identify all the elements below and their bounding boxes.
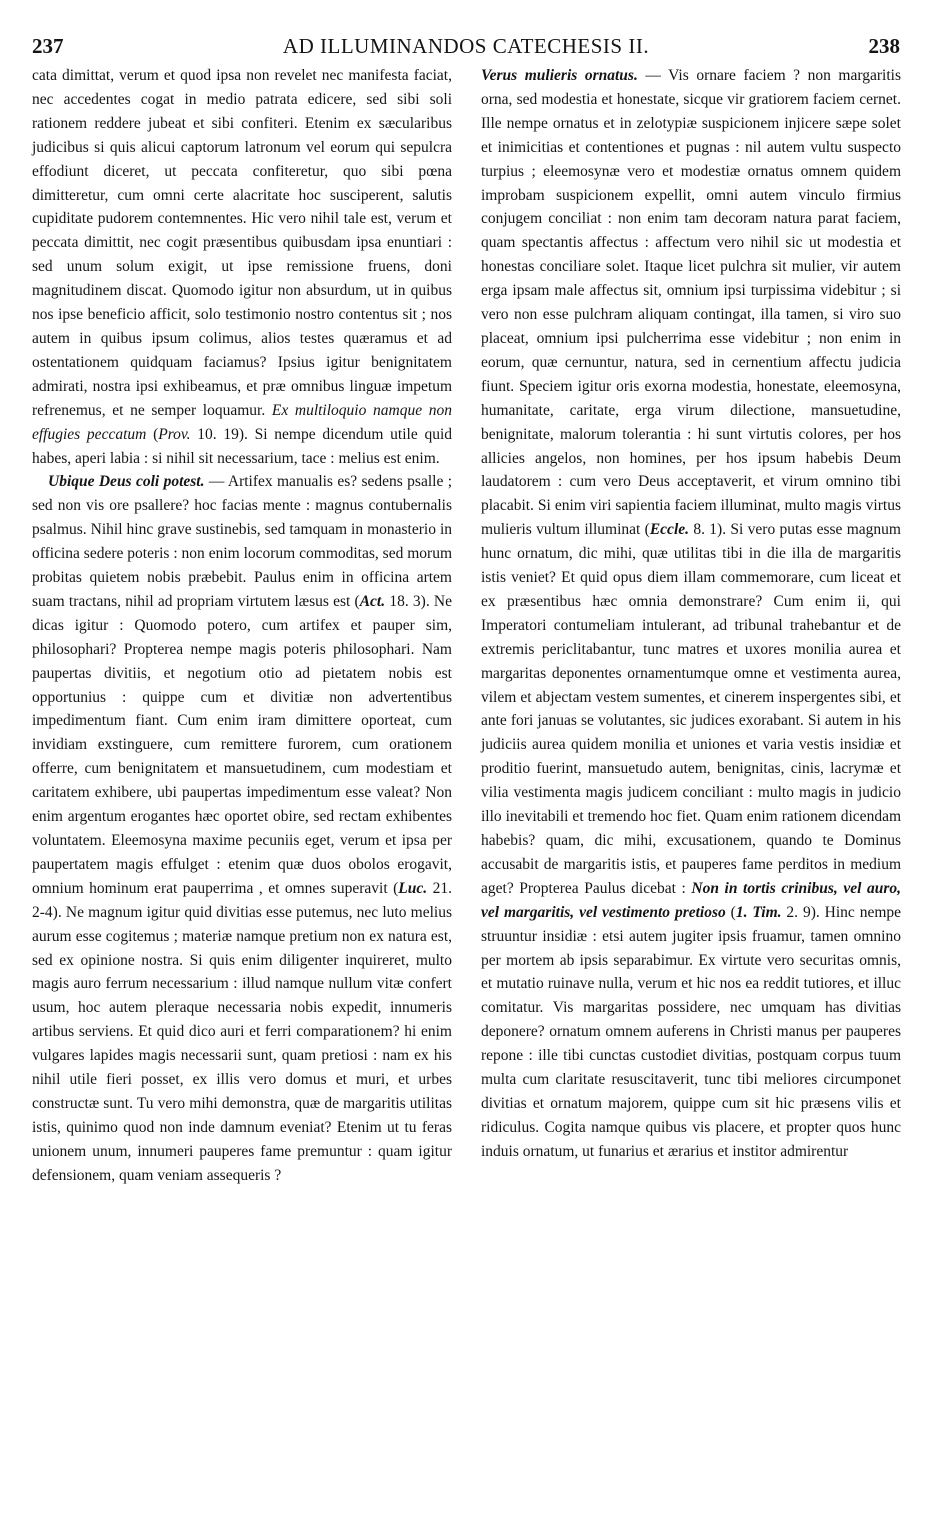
left-column	[32, 64, 452, 1188]
right-column	[481, 64, 901, 1164]
page-number-left: 237	[32, 34, 64, 58]
punctuation: (	[730, 903, 736, 921]
scripture-ref-num: 18. 3).	[389, 592, 430, 610]
scripture-ref-book: Eccle.	[649, 521, 690, 539]
text-run: Si vero putas esse magnum hunc ornatum, dic mihi, quæ utilitas tibi in die illa de margaritis istis veniet? Et quid opus diem illam commemorare, cum liceat et ex præsentibus hæc omnia demonstrare? Cum enim ii, qui Imperatori contumeliam intulerant, ad tribunal trahebantur et de extremis periclitabantur, tunc matres et uxores monilia aurea et margaritas deponentes ornamentumque omne et vestimenta aurea, vilem et abjectam vestem sumentes, et cinerem inspergentes sibi, et ante fori januas se volutantes, sic judices exorabant. Si autem in his judiciis aurea quidem monilia et uniones et varia vestis insidiæ et proditio fuerint, mansuetudo autem, benignitas, cinis, lacrymæ et vilia vestimenta magis judicem conciliant : multo magis in judicio illo inevitabili et tremendo hoc fiet. Quam enim rationem dicendam habebis? quam, dic mihi, excusationem, quando te Dominus accusabit de margaritis istis, et pauperes fame perditos in medium aget? Propterea Paulus dicebat :	[481, 521, 901, 897]
dash: —	[645, 67, 661, 84]
text-run: Hinc nempe struuntur insidiæ : etsi autem jugiter ipsis fruamur, tamen omnino per mortem ab ipsis separabimur. Ex virtute vero securitas omnis, et mutatio ruinave nulla, verum et hic nos ea reddit tutiores, et illuc comitatur. Vis margaritas possidere, nec umquam has divitias deponere? ornatum omnem auferens in Christi manus per pauperes repone : ille tibi cunctas custodiet divitias, postquam corpus tuum multa cum claritate resuscitaverit, tunc tibi meliores circumponet divitias et ornatum majorem, quippe cum sit hic præsens vilis et ridiculus. Cogita namque quibus vis placere, et propter quos hunc induis ornatum, ut funarius et ærarius et institor admirentur	[481, 903, 902, 1160]
text-run: Ne magnum igitur quid divitias esse putemus, nec luto melius aurum esse cogitemus ; materiæ namque pretium non ex natura est, sed ex opinione nostra. Si quis enim diligenter inquireret, multo magis auro ferrum necessarium : illud namque nullum vitæ confert usum, hoc autem pleraque necessaria nobis expedit, innumeris artibus serviens. Et quid dico auri et ferri comparationem? hi enim vulgares lapides magis necessarii sunt, quam pretiosi : nam ex his nihil utile fieri posset, ex illis vero domus et muri, et urbes constructæ sunt. Tu vero mihi demonstra, quæ de margaritis utilitas istis, quinimo quod non inde damnum eveniat? Etenim ut tu feras unionem unum, innumeri pauperes fame premuntur : quam igitur defensionem, quam veniam assequeris ?	[32, 903, 452, 1184]
text-run: Vis ornare faciem ? non margaritis orna, sed modestia et honestate, sicque vir gratiorem faciem cernet. Ille nempe ornatus et in zelotypiæ suspicionem injicere sæpe solet et inimicitias et contentiones et pugnas : nil autem vultu suspecto turpius ; eleemosynæ vero et modestiæ ornatus omnem quidem improbam suspicionem expellit, omni autem vinculo firmius conjugem conciliat : non enim tam decoram natura parat faciem, quam spectantis affectus : affectum vero nihil sic ut modestia et honestas conciliare solet. Itaque licet pulchra sit mulier, vir autem erga ipsam male affectus sit, omnium ipsi turpissima videbitur ; si vero non esse pulchram aliquam contingat, illa tamen, si viro suo placeat, omnium ipsi pulcherrima esse videbitur ; non enim in eorum, quæ cernuntur, natura, sed in cernentium affectu judicia fiunt. Speciem igitur oris exorna modestia, honestate, eleemosyna, humanitate, caritate, erga virum dilectione, mansuetudine, benignitate, malorum tolerantia : hi sunt virtutis colores, per hos allicies angelos, non homines, per hos ipsum habebis Deum laudatorem : cum vero Deus acceptaverit, et virum omnino tibi placabit. Si enim viri sapientia faciem illuminat, multo magis virtus mulieris vultum illuminat (	[481, 67, 901, 539]
text-run: Si nempe dicendum utile quid habes, aperi labia : si nihil sit necessarium, tace : melius est enim.	[32, 425, 452, 467]
scripture-ref-num: 21. 2-4).	[32, 879, 453, 921]
scripture-ref-book: Prov.	[158, 425, 191, 443]
running-title: AD ILLUMINANDOS CATECHESIS II.	[282, 34, 650, 58]
scripture-ref-num: 8. 1).	[693, 521, 727, 539]
scripture-ref-book: Act.	[359, 592, 386, 610]
paragraph	[32, 470, 452, 1187]
scripture-quote: Non in tortis crinibus, vel auro, vel margaritis, vel vestimento pretioso	[481, 879, 901, 921]
punctuation: (	[153, 425, 159, 443]
section-heading: Ubique Deus coli potest.	[48, 473, 205, 491]
scripture-ref-num: 2. 9).	[786, 903, 820, 921]
text-run: cata dimittat, verum et quod ipsa non revelet nec manifesta faciat, nec accedentes cogat in medio patrata edicere, sed sibi soli rationem reddere jubeat et sibi confiteri. Etenim ex sæcularibus judicibus si quis alicui captorum latronum vel eorum qui sepulcra effodiunt diceret, ut peccata confiteretur, quo sibi pœna dimitteretur, cum omni certe alacritate hoc susciperent, salutis cupiditate pudorem contemnentes. Hic vero nihil tale est, verum et peccata dimittit, nec cogit præsentibus quibusdam ipsa enuntiari : sed unum solum exigit, ut ipse remissione fruens, doni magnitudinem discat. Quomodo igitur non absurdum, ut in quibus nos ipse beneficio afficit, solo testimonio nostro contentus sit ; nos autem in quibus ipsum colimus, alios testes quæramus et ad ostentationem quidquam faciamus? Ipsius igitur benignitatem admirati, nostra ipsi exhibeamus, et præ omnibus linguæ impetum refrenemus, et ne semper loquamur.	[32, 67, 452, 419]
scripture-ref-book: 1. Tim.	[735, 903, 782, 921]
scripture-ref-book: Luc.	[398, 879, 428, 897]
scripture-ref-num: 10. 19).	[197, 425, 248, 443]
scripture-quote: Ex multiloquio namque non effugies peccatum	[32, 401, 452, 443]
dash: —	[208, 473, 225, 491]
text-run: Ne dicas igitur : Quomodo potero, cum artifex et pauper sim, philosophari? Propterea nempe magis poteris philosophari. Nam paupertas divitiis, et negotium otio ad pietatem nobis est opportunius : quippe cum et divitiæ non advertentibus impedimentum fiant. Cum enim iram dimittere oporteat, cum invidiam exstinguere, cum remittere furorem, cum orationem offerre, cum benignitatem et mansuetudinem, cum modestiam et caritatem exhibere, ubi paupertas impedimentum esse valeat? Non enim argentum erogantes hæc oportet obire, sed rectam exhibentes voluntatem. Eleemosyna maxime pecuniis eget, verum et ipsa per paupertatem magis effulget : etenim quæ duos obolos erogavit, omnium hominum erat pauperrima , et omnes superavit (	[32, 592, 452, 897]
page-header	[32, 34, 900, 60]
paragraph	[32, 64, 452, 470]
section-heading: Verus mulieris ornatus.	[481, 67, 638, 84]
page-number-right: 238	[868, 34, 900, 58]
paragraph	[481, 64, 901, 1164]
text-run: Artifex manualis es? sedens psalle ; sed non vis ore psallere? hoc facias mente : magnus contubernalis psalmus. Nihil hinc grave sustinebis, sed tamquam in monasterio in officina sedere poteris : non enim locorum commoditas, sed morum probitas quietem nobis præbebit. Paulus enim in officina artem suam tractans, nihil ad propriam virtutem læsus est (	[32, 473, 453, 610]
